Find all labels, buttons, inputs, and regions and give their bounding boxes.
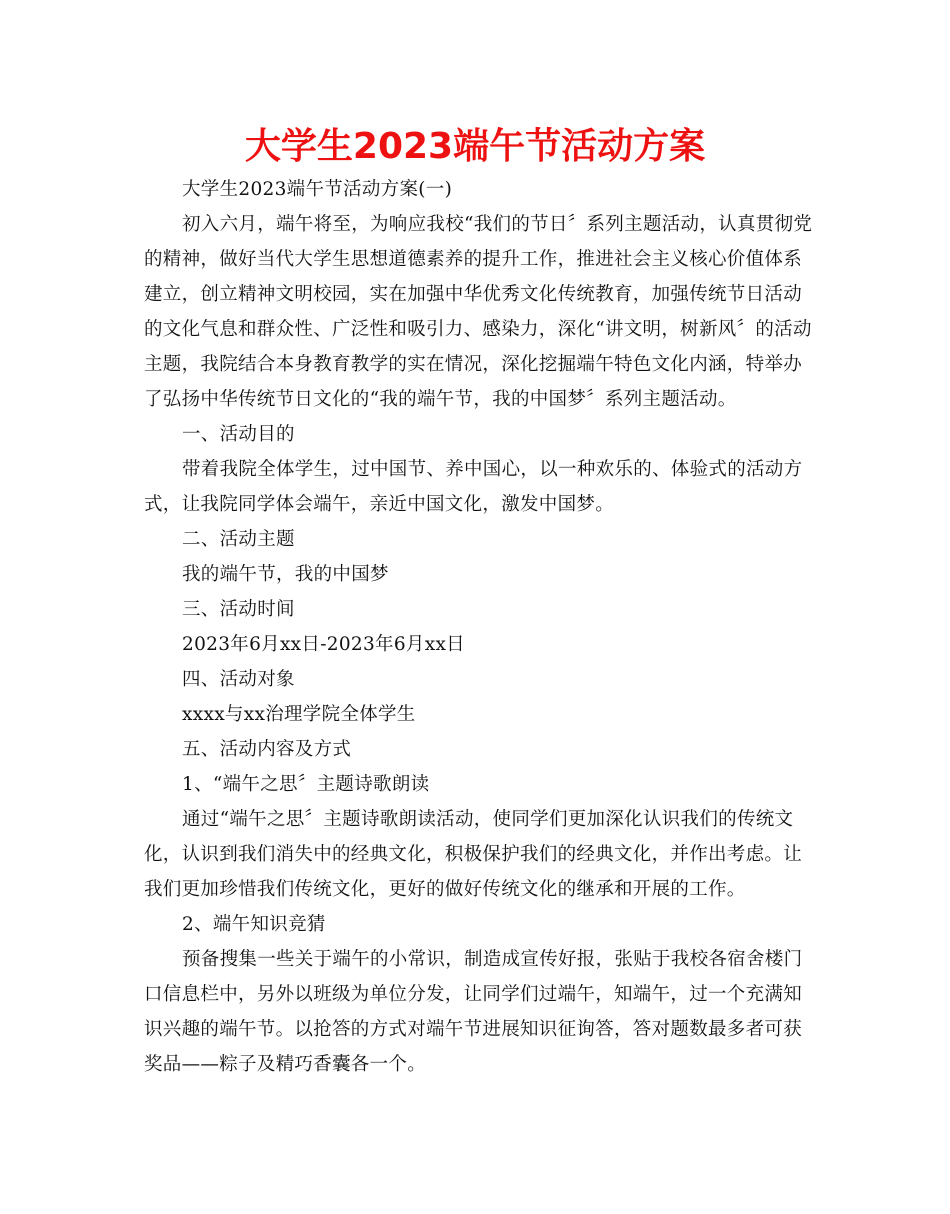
paragraph-line: 我们更加珍惜我们传统文化，更好的做好传统文化的继承和开展的工作。 [144, 879, 746, 900]
document-title: 大学生2023端午节活动方案 [244, 126, 706, 167]
paragraph-line: 初入六月，端午将至，为响应我校“我们的节日〞系列主题活动，认真贯彻党 [182, 214, 813, 235]
document-body [144, 172, 812, 1082]
subtitle-line: 大学生2023端午节活动方案(一) [182, 179, 453, 200]
paragraph-line: 通过“端午之思〞主题诗歌朗读活动，使同学们更加深化认识我们的传统文 [182, 809, 794, 830]
section-heading: 五、活动内容及方式 [182, 739, 352, 760]
subsection-heading: 1、“端午之思〞主题诗歌朗读 [182, 774, 430, 795]
paragraph-line: 的精神，做好当代大学生思想道德素养的提升工作，推进社会主义核心价值体系 [144, 249, 803, 270]
paragraph-line: 识兴趣的端午节。以抢答的方式对端午节进展知识征询答，答对题数最多者可获 [144, 1019, 803, 1040]
paragraph-line: 我的端午节，我的中国梦 [182, 564, 389, 585]
paragraph-line: 预备搜集一些关于端午的小常识，制造成宣传好报，张贴于我校各宿舍楼门 [182, 949, 803, 970]
paragraph-line: 式，让我院同学体会端午，亲近中国文化，激发中国梦。 [144, 494, 615, 515]
paragraph-line: 奖品——粽子及精巧香囊各一个。 [144, 1054, 427, 1075]
paragraph-line: xxxx与xx治理学院全体学生 [182, 704, 416, 725]
paragraph-line: 主题，我院结合本身教育教学的实在情况，深化挖掘端午特色文化内涵，特举办 [144, 354, 803, 375]
paragraph-line: 化，认识到我们消失中的经典文化，积极保护我们的经典文化，并作出考虑。让 [144, 844, 803, 865]
section-heading: 一、活动目的 [182, 424, 295, 445]
section-heading: 二、活动主题 [182, 529, 295, 550]
section-heading: 四、活动对象 [182, 669, 295, 690]
paragraph-line: 口信息栏中，另外以班级为单位分发，让同学们过端午，知端午，过一个充满知 [144, 984, 803, 1005]
paragraph-line: 带着我院全体学生，过中国节、养中国心，以一种欢乐的、体验式的活动方 [182, 459, 803, 480]
paragraph-line: 了弘扬中华传统节日文化的“我的端午节，我的中国梦〞系列主题活动。 [144, 389, 737, 410]
section-heading: 三、活动时间 [182, 599, 295, 620]
subsection-heading: 2、端午知识竞猜 [182, 914, 326, 935]
paragraph-line: 建立，创立精神文明校园，实在加强中华优秀文化传统教育，加强传统节日活动 [144, 284, 803, 305]
paragraph-line: 2023年6月xx日-2023年6月xx日 [182, 634, 465, 655]
paragraph-line: 的文化气息和群众性、广泛性和吸引力、感染力，深化“讲文明，树新风〞的活动 [144, 319, 812, 340]
